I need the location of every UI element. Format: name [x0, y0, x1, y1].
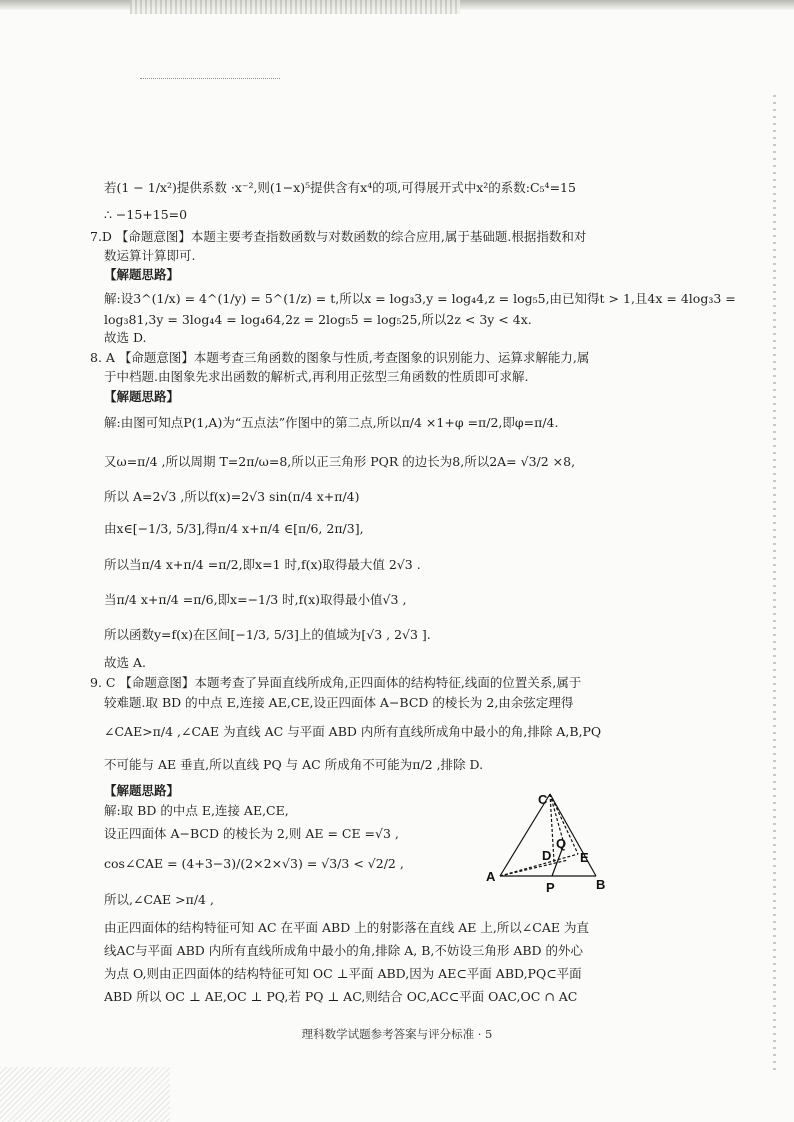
text-line: ABD 所以 OC ⊥ AE,OC ⊥ PQ,若 PQ ⊥ AC,则结合 OC,AC⊂平面 OAC,OC ∩ AC	[104, 989, 578, 1004]
page-footer: 理科数学试题参考答案与评分标准 · 5	[301, 1027, 493, 1041]
text-line: 所以 A=2√3 ,所以f(x)=2√3 sin(π/4 x+π/4)	[104, 489, 360, 504]
scan-noise-strip	[130, 0, 460, 14]
text-line: 所以,∠CAE >π/4 ,	[104, 892, 214, 907]
section-label: 【解题思路】	[104, 783, 180, 798]
answer-line: 故选 D.	[104, 330, 147, 345]
scan-noise-corner	[0, 1067, 170, 1122]
text-line: 不可能与 AE 垂直,所以直线 PQ 与 AC 所成角不可能为π/2 ,排除 D.	[104, 757, 484, 772]
text-line: ∴ −15+15=0	[104, 207, 188, 222]
text-line: 线AC与平面 ABD 内所有直线所成角中最小的角,排除 A, B,不妨设三角形 ABD 的外心	[104, 943, 584, 958]
figure-label-q: Q	[556, 836, 567, 851]
figure-label-p: P	[546, 880, 555, 895]
text-line: 所以当π/4 x+π/4 =π/2,即x=1 时,f(x)取得最大值 2√3 .	[104, 557, 421, 572]
text-line: 由正四面体的结构特征可知 AC 在平面 ABD 上的射影落在直线 AE 上,所以∠CAE 为直	[104, 920, 589, 935]
text-line: 又ω=π/4 ,所以周期 T=2π/ω=8,所以正三角形 PQR 的边长为8,所以2A= √3/2 ×8,	[104, 454, 576, 469]
figure-label-e: E	[580, 850, 589, 865]
tetrahedron-figure	[484, 788, 614, 898]
text-line: cos∠CAE = (4+3−3)/(2×2×√3) = √3/3 < √2/2 ,	[104, 856, 404, 871]
text-line: log₃81,3y = 3log₄4 = log₄64,2z = 2log₅5 = log₅25,所以2z < 3y < 4x.	[104, 312, 532, 327]
figure-label-b: B	[596, 877, 606, 892]
text-line: 数运算计算即可.	[104, 248, 196, 263]
text-line: ∠CAE>π/4 ,∠CAE 为直线 AC 与平面 ABD 内所有直线所成角中最小的角,排除 A,B,PQ	[104, 724, 602, 739]
figure-label-a: A	[486, 869, 496, 884]
figure-label-d: D	[542, 848, 552, 863]
question-8-header: 8. A 【命题意图】本题考查三角函数的图象与性质,考查图象的识别能力、运算求解能力,属	[90, 350, 590, 365]
text-line: 解:取 BD 的中点 E,连接 AE,CE,	[104, 803, 289, 818]
section-label: 【解题思路】	[104, 267, 180, 282]
text-line: 所以函数y=f(x)在区间[−1/3, 5/3]上的值域为[√3 , 2√3 ].	[104, 627, 431, 642]
text-line: 若(1 − 1/x²)提供系数 ·x⁻²,则(1−x)⁵提供含有x⁴的项,可得展开式中x²的系数:C₅⁴=15	[104, 180, 576, 195]
text-line: 较难题.取 BD 的中点 E,连接 AE,CE,设正四面体 A−BCD 的棱长为 2,由余弦定理得	[104, 695, 574, 710]
answer-line: 故选 A.	[104, 655, 146, 670]
figure-label-c: C	[538, 792, 548, 807]
text-line: 解:设3^(1/x) = 4^(1/y) = 5^(1/z) = t,所以x = log₃3,y = log₄4,z = log₅5,由已知得t > 1,且4x = 4log₃3 =	[104, 291, 736, 306]
text-line: 设正四面体 A−BCD 的棱长为 2,则 AE = CE =√3 ,	[104, 826, 399, 841]
binding-edge	[773, 95, 776, 1075]
question-7-header: 7.D 【命题意图】本题主要考查指数函数与对数函数的综合应用,属于基础题.根据指数和对	[90, 229, 587, 244]
question-9-header: 9. C 【命题意图】本题考查了异面直线所成角,正四面体的结构特征,线面的位置关系,属于	[90, 675, 582, 690]
text-line: 于中档题.由图象先求出函数的解析式,再利用正弦型三角函数的性质即可求解.	[104, 369, 529, 384]
text-line: 为点 O,则由正四面体的结构特征可知 OC ⊥平面 ABD,因为 AE⊂平面 ABD,PQ⊂平面	[104, 966, 582, 981]
text-line: 由x∈[−1/3, 5/3],得π/4 x+π/4 ∈[π/6, 2π/3],	[104, 521, 364, 536]
text-line: 解:由图可知点P(1,A)为“五点法”作图中的第二点,所以π/4 ×1+φ =π/2,即φ=π/4.	[104, 415, 559, 430]
dotted-rule	[140, 78, 280, 79]
section-label: 【解题思路】	[104, 389, 180, 404]
text-line: 当π/4 x+π/4 =π/6,即x=−1/3 时,f(x)取得最小值√3 ,	[104, 592, 407, 607]
